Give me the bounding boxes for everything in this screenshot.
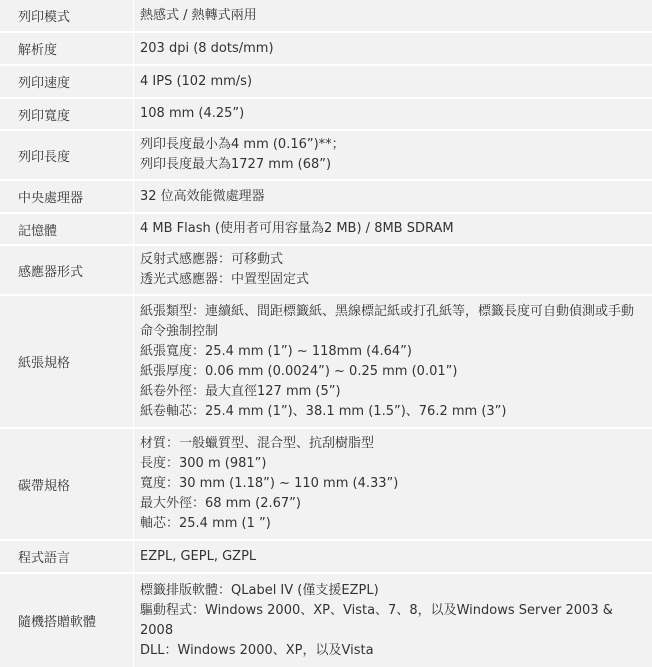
- spec-value: [140, 541, 640, 572]
- spec-value-line: 長度：300 m (981”): [140, 456, 267, 471]
- spec-row-memory: [0, 214, 652, 244]
- spec-label: 程式語言: [18, 551, 71, 566]
- spec-value-line: 透光式感應器：中置型固定式: [140, 272, 310, 287]
- spec-value-line: 列印長度最大為1727 mm (68”): [140, 157, 332, 172]
- spec-value-line: 108 mm (4.25”): [140, 106, 245, 121]
- spec-value-line: 寬度：30 mm (1.18”) ~ 110 mm (4.33”): [140, 476, 399, 491]
- spec-value-line: 4 IPS (102 mm/s): [140, 73, 253, 89]
- spec-label: 碳帶規格: [18, 478, 71, 494]
- spec-value-line: 紙卷軸芯：25.4 mm (1”)、38.1 mm (1.5”)、76.2 mm (3”): [140, 403, 507, 419]
- spec-label: 列印寬度: [18, 108, 71, 124]
- spec-value-line: 材質：一般蠟質型、混合型、抗刮樹脂型: [140, 436, 375, 451]
- spec-value-line: 反射式感應器：可移動式: [140, 252, 284, 267]
- spec-row-print-width: [0, 99, 652, 129]
- spec-value: [140, 131, 640, 179]
- spec-value: [140, 99, 640, 129]
- spec-row-print-length: [0, 131, 652, 179]
- spec-label: 列印模式: [18, 10, 71, 25]
- spec-value: [140, 181, 640, 212]
- spec-row-cpu: [0, 181, 652, 212]
- spec-value: [140, 66, 640, 97]
- spec-value: [140, 0, 640, 31]
- spec-row-ribbon: [0, 429, 652, 539]
- spec-value: [140, 246, 640, 294]
- spec-value-line: 驅動程式：Windows 2000、XP、Vista、7、8，以及Windows Server 2003 & 2008: [140, 602, 613, 638]
- spec-value: [140, 429, 640, 539]
- spec-value-line: 紙張厚度：0.06 mm (0.0024”) ~ 0.25 mm (0.01”): [140, 363, 458, 379]
- spec-label: 隨機搭贈軟體: [18, 615, 97, 630]
- spec-value-line: 紙張類型：連續紙、間距標籤紙、黑線標記紙或打孔紙等，標籤長度可自動偵測或手動命令強制控制: [140, 303, 635, 339]
- spec-label: 中央處理器: [18, 191, 84, 206]
- spec-value-line: 紙卷外徑：最大直徑127 mm (5”): [140, 383, 341, 399]
- spec-row-software: [0, 574, 652, 667]
- spec-value-line: 紙張寬度：25.4 mm (1”) ~ 118mm (4.64”): [140, 343, 412, 359]
- spec-value-line: 熱感式 / 熱轉式兩用: [140, 7, 257, 23]
- spec-value-line: 標籤排版軟體：QLabel IV (僅支援EZPL): [140, 582, 379, 598]
- spec-value-line: 32 位高效能微處理器: [140, 188, 265, 204]
- spec-label: 記憶體: [18, 223, 58, 239]
- spec-value-line: DLL：Windows 2000、XP，以及Vista: [140, 642, 374, 658]
- spec-label: 列印長度: [18, 149, 71, 165]
- spec-label: 紙張規格: [18, 356, 71, 371]
- spec-value: [140, 33, 640, 64]
- spec-row-print-mode: [0, 0, 652, 31]
- spec-value-line: 軸芯：25.4 mm (1 ”): [140, 516, 271, 531]
- spec-value: [140, 296, 640, 427]
- spec-row-language: [0, 541, 652, 572]
- spec-value-line: 列印長度最小為4 mm (0.16”)**；: [140, 137, 345, 152]
- spec-row-resolution: [0, 33, 652, 64]
- spec-value-line: 最大外徑：68 mm (2.67”): [140, 496, 301, 511]
- spec-value-line: 4 MB Flash (使用者可用容量為2 MB) / 8MB SDRAM: [140, 221, 454, 236]
- spec-value-line: 203 dpi (8 dots/mm): [140, 40, 274, 56]
- spec-row-sensor: [0, 246, 652, 294]
- spec-label: 解析度: [18, 43, 58, 58]
- spec-row-print-speed: [0, 66, 652, 97]
- spec-label: 列印速度: [18, 76, 71, 91]
- spec-row-media: [0, 296, 652, 427]
- spec-value: [140, 574, 640, 667]
- spec-label: 感應器形式: [18, 264, 84, 280]
- spec-value: [140, 214, 640, 244]
- spec-value-line: EZPL, GEPL, GZPL: [140, 548, 257, 564]
